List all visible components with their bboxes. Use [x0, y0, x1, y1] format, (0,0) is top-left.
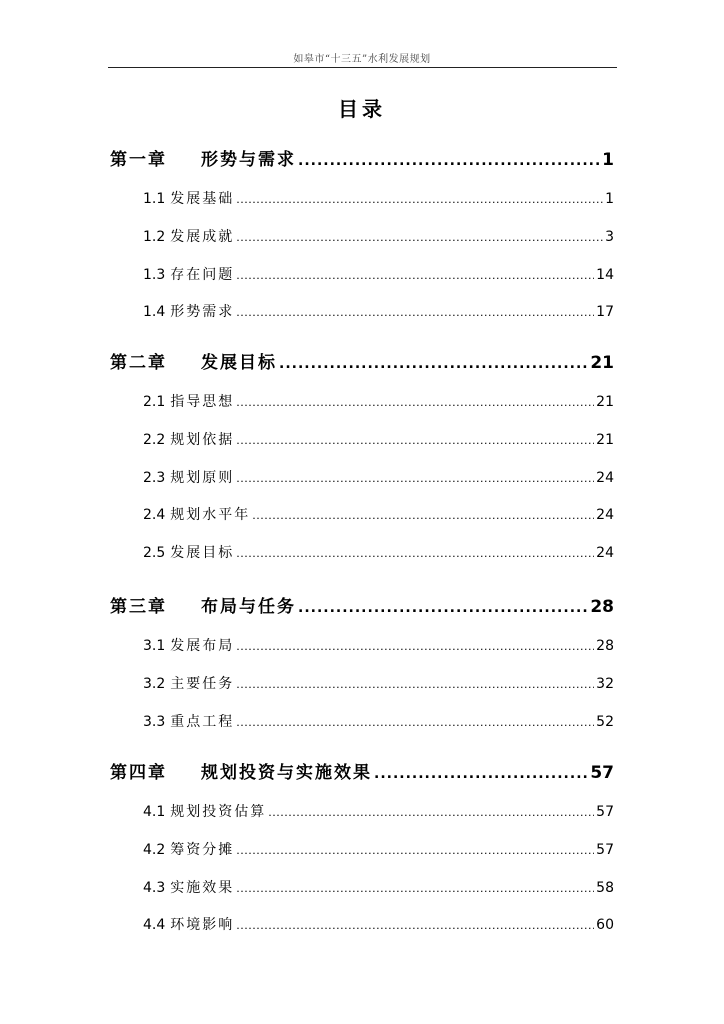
dot-leader [279, 356, 588, 372]
chapter-page-number: 1 [602, 150, 614, 170]
dot-leader [298, 600, 588, 616]
section-page-number: 14 [596, 266, 614, 283]
chapter-page-number: 57 [590, 763, 614, 783]
section-number: 1.3 [143, 266, 166, 283]
dot-leader [236, 193, 603, 206]
section-number: 2.2 [143, 431, 166, 448]
section-title: 形势需求 [170, 304, 235, 321]
dot-leader [298, 153, 600, 169]
chapter-title: 发展目标 [201, 353, 277, 373]
toc-section-entry[interactable] [143, 914, 614, 934]
section-page-number: 21 [596, 394, 614, 410]
toc-title: 目录 [338, 97, 386, 121]
chapter-number: 第二章 [110, 353, 167, 373]
section-title: 筹资分摊 [170, 841, 235, 858]
dot-leader [236, 434, 594, 447]
chapter-page-number: 28 [590, 597, 614, 617]
dot-leader [236, 472, 594, 485]
section-number: 3.2 [143, 675, 166, 692]
toc-chapter-entry[interactable] [110, 145, 614, 170]
dot-leader [236, 678, 594, 691]
section-page-number: 60 [596, 917, 614, 934]
toc-section-entry[interactable] [143, 801, 614, 821]
chapter-title: 形势与需求 [201, 150, 296, 170]
chapter-title: 布局与任务 [201, 597, 296, 617]
section-number: 3.1 [143, 638, 166, 654]
section-page-number: 17 [596, 304, 614, 321]
section-page-number: 32 [596, 675, 614, 692]
section-number: 1.1 [143, 191, 166, 207]
dot-leader [236, 396, 594, 409]
section-number: 3.3 [143, 713, 166, 730]
section-title: 发展基础 [170, 191, 235, 207]
dot-leader [236, 547, 594, 560]
section-title: 规划投资估算 [170, 804, 267, 820]
toc-section-entry[interactable] [143, 839, 614, 859]
dot-leader [252, 509, 594, 522]
section-number: 2.1 [143, 394, 166, 410]
toc-section-entry[interactable] [143, 467, 614, 487]
toc-section-entry[interactable] [143, 877, 614, 897]
chapter-page-number: 21 [590, 353, 614, 373]
section-title: 重点工程 [170, 713, 235, 730]
section-title: 规划水平年 [170, 507, 251, 524]
section-number: 4.4 [143, 917, 166, 934]
section-page-number: 24 [596, 545, 614, 562]
section-title: 存在问题 [170, 266, 235, 283]
section-title: 环境影响 [170, 917, 235, 934]
section-page-number: 1 [605, 191, 614, 207]
dot-leader [236, 269, 594, 282]
dot-leader [236, 716, 594, 729]
chapter-number: 第三章 [110, 597, 167, 617]
dot-leader [236, 919, 594, 932]
section-title: 发展目标 [170, 545, 235, 562]
section-title: 实施效果 [170, 879, 235, 896]
toc-section-entry[interactable] [143, 635, 614, 655]
dot-leader [236, 231, 603, 244]
toc-section-entry[interactable] [143, 301, 614, 321]
section-number: 1.4 [143, 304, 166, 321]
section-title: 规划依据 [170, 431, 235, 448]
section-page-number: 24 [596, 469, 614, 486]
dot-leader [236, 882, 594, 895]
section-number: 4.1 [143, 804, 166, 820]
toc-section-entry[interactable] [143, 711, 614, 731]
section-page-number: 57 [596, 804, 614, 820]
toc-section-entry[interactable] [143, 429, 614, 449]
dot-leader [236, 306, 594, 319]
toc-section-entry[interactable] [143, 188, 614, 208]
toc-section-entry[interactable] [143, 673, 614, 693]
dot-leader [236, 640, 594, 653]
section-page-number: 28 [596, 638, 614, 654]
chapter-title: 规划投资与实施效果 [201, 763, 372, 783]
dot-leader [374, 766, 588, 782]
section-number: 2.5 [143, 545, 166, 562]
section-page-number: 3 [605, 228, 614, 245]
section-page-number: 52 [596, 713, 614, 730]
toc-chapter-entry[interactable] [110, 758, 614, 783]
section-number: 4.3 [143, 879, 166, 896]
header-rule [108, 67, 617, 68]
toc-chapter-entry[interactable] [110, 592, 614, 617]
chapter-number: 第一章 [110, 150, 167, 170]
toc-section-entry[interactable] [143, 226, 614, 246]
section-page-number: 24 [596, 507, 614, 524]
section-title: 发展布局 [170, 638, 235, 654]
section-title: 发展成就 [170, 228, 235, 245]
toc-chapter-entry[interactable] [110, 348, 614, 373]
toc-section-entry[interactable] [143, 391, 614, 411]
section-number: 1.2 [143, 228, 166, 245]
toc-section-entry[interactable] [143, 264, 614, 284]
section-number: 2.3 [143, 469, 166, 486]
section-number: 4.2 [143, 841, 166, 858]
dot-leader [236, 844, 594, 857]
section-page-number: 58 [596, 879, 614, 896]
toc-section-entry[interactable] [143, 504, 614, 524]
section-title: 主要任务 [170, 675, 235, 692]
section-page-number: 57 [596, 841, 614, 858]
section-number: 2.4 [143, 507, 166, 524]
chapter-number: 第四章 [110, 763, 167, 783]
running-header: 如皋市“十三五”水利发展规划 [293, 54, 431, 65]
section-title: 指导思想 [170, 394, 235, 410]
section-page-number: 21 [596, 431, 614, 448]
section-title: 规划原则 [170, 469, 235, 486]
toc-section-entry[interactable] [143, 542, 614, 562]
dot-leader [268, 806, 594, 819]
